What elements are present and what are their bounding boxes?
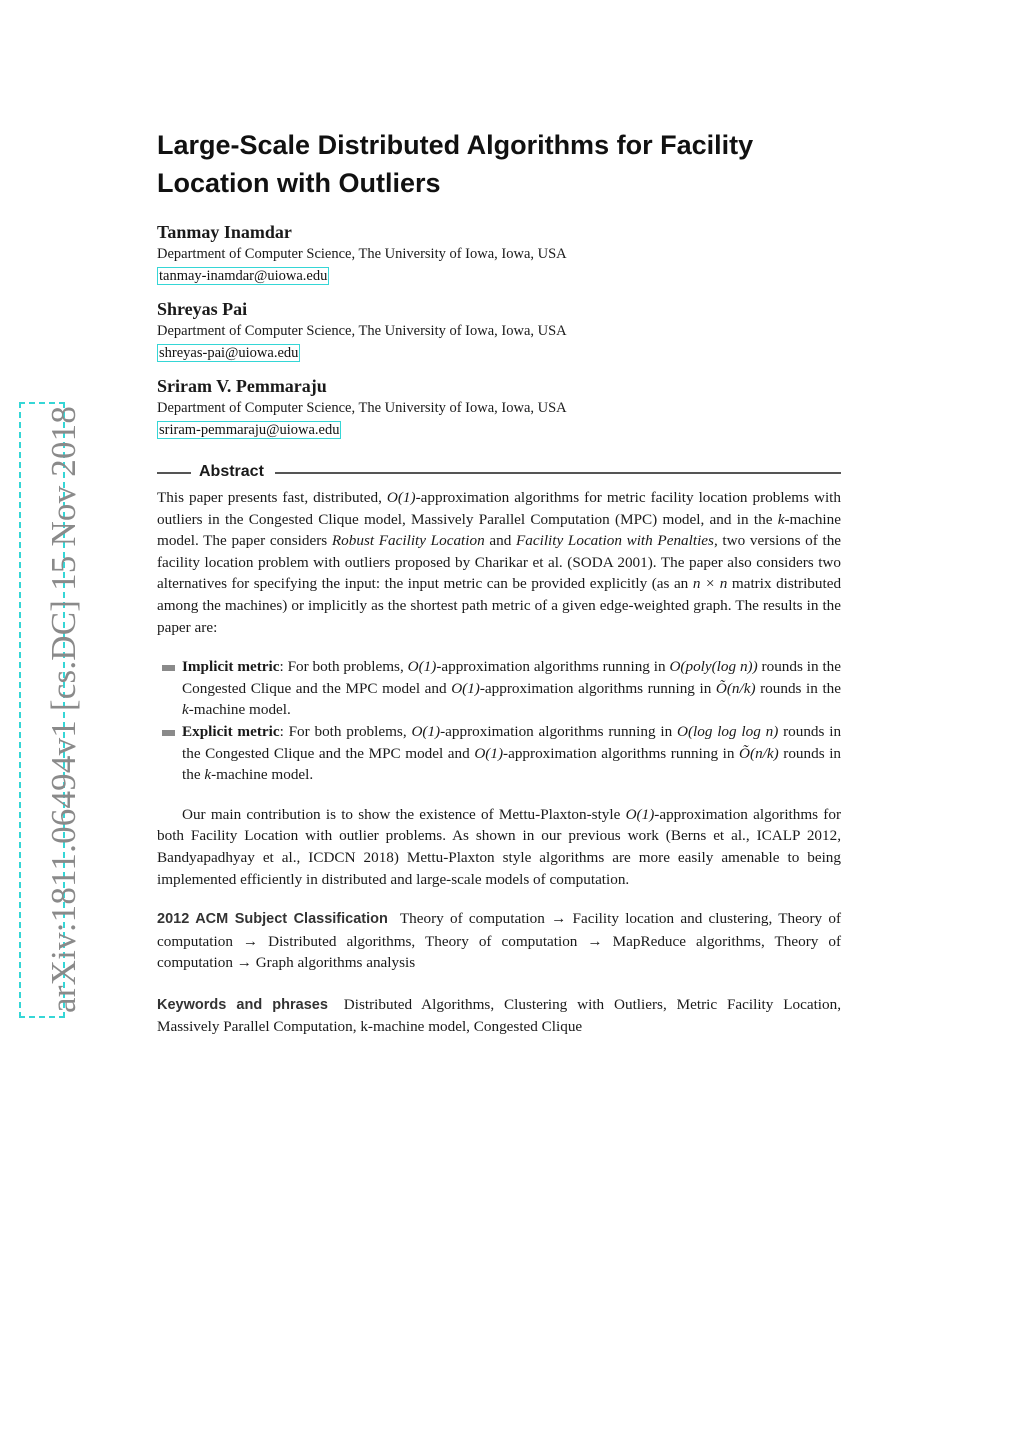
contribution-paragraph: Our main contribution is to show the existence of Mettu-Plaxton-style O(1)-approximation algorithms for both Facility Location with outlier problems. As shown in our previous work (Berns et al., ICALP 2012, Bandyapadhyay et al., ICDCN 2018) Mettu-Plaxton style algorithms are more easily amenable to being implemented efficiently in distributed and large-scale models of computation. <box>157 805 841 888</box>
author-email-link[interactable]: tanmay-inamdar@uiowa.edu <box>159 268 328 284</box>
bullet-icon <box>162 730 175 736</box>
list-item: Explicit metric: For both problems, O(1)-approximation algorithms running in O(log log log n) rounds in the Congested Clique and the MPC model and O(1)-approximation algorithms running in Õ(n/k) rounds in the k-machine model. <box>157 721 841 786</box>
author-affiliation: Department of Computer Science, The University of Iowa, Iowa, USA <box>157 400 567 416</box>
author-affiliation: Department of Computer Science, The University of Iowa, Iowa, USA <box>157 246 567 262</box>
acm-label: 2012 ACM Subject Classification <box>157 911 388 928</box>
abstract-heading: Abstract <box>199 463 264 480</box>
keywords-label: Keywords and phrases <box>157 996 328 1013</box>
abstract-rule-left <box>157 472 191 474</box>
paper-title: Large-Scale Distributed Algorithms for Facility Location with Outliers <box>157 130 754 198</box>
results-list <box>157 656 841 786</box>
author-email-link[interactable]: shreyas-pai@uiowa.edu <box>159 345 299 361</box>
acm-text: Theory of computation → Facility location and clustering, Theory of computation → Distributed algorithms, Theory of computation → MapReduce algorithms, Theory of computation → Graph algorithms analysis <box>157 910 842 972</box>
bullet-icon <box>162 665 175 671</box>
author-block <box>157 374 841 439</box>
abstract-header <box>157 461 841 483</box>
keywords-text: Distributed Algorithms, Clustering with Outliers, Metric Facility Location, Massively Parallel Computation, k-machine model, Congested Clique <box>157 995 842 1036</box>
paper-first-page <box>157 126 841 1038</box>
abstract-paragraph: This paper presents fast, distributed, O(1)-approximation algorithms for metric facility location problems with outliers in the Congested Clique model, Massively Parallel Computation (MPC) model, and in the k-machine model. The paper considers Robust Facility Location and Facility Location with Penalties, two versions of the facility location problem with outliers proposed by Charikar et al. (SODA 2001). The paper also considers two alternatives for specifying the input: the input metric can be provided explicitly (as an n × n matrix distributed among the machines) or implicitly as the shortest path metric of a given edge-weighted graph. The results in the paper are: <box>157 489 842 636</box>
author-name: Sriram V. Pemmaraju <box>157 376 327 396</box>
author-affiliation: Department of Computer Science, The University of Iowa, Iowa, USA <box>157 323 567 339</box>
author-name: Shreyas Pai <box>157 299 248 319</box>
keywords <box>157 994 841 1038</box>
author-email-link[interactable]: sriram-pemmaraju@uiowa.edu <box>159 422 340 438</box>
author-block <box>157 297 841 362</box>
list-item: Implicit metric: For both problems, O(1)-approximation algorithms running in O(poly(log n)) rounds in the Congested Clique and the MPC model and O(1)-approximation algorithms running in Õ(n/k) rounds in the k-machine model. <box>157 656 841 721</box>
author-block <box>157 220 841 285</box>
arxiv-id-stamp[interactable]: arXiv:1811.06494v1 [cs.DC] 15 Nov 2018 <box>44 405 83 1013</box>
acm-classification <box>157 908 841 974</box>
author-name: Tanmay Inamdar <box>157 222 292 242</box>
abstract-rule-right <box>275 472 841 474</box>
